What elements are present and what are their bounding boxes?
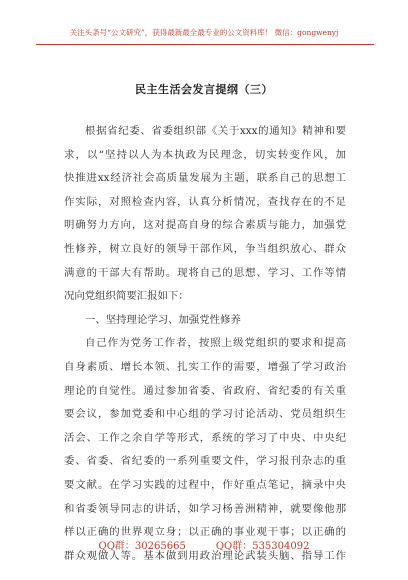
body-line: 群众观做人等。基本做到用政治理论武装头脑、指导工作 [64,549,346,562]
body-line: 满意的干部大有帮助。现将自己的思想、学习、工作等情 [64,266,346,279]
body-line: 求，以“坚持以人为本执政为民理念，切实转变作风，加 [64,148,346,161]
body-line: 要会议，参加党委和中心组的学习讨论活动、党员组织生 [64,408,346,421]
footer-qq-group-1: QQ群：30265665 [98,541,186,552]
body-line: 自己作为党务工作者，按照上级党组织的要求和提高 [85,337,346,350]
footer-contact [0,537,408,552]
body-line: 委、省委、省纪委的一系列重要文件，学习报刊杂志的重 [64,455,346,468]
body-line: 样以正确的世界观立身；以正确的事业观干事；以正确的 [64,526,346,539]
body-line: 况向党组织简要汇报如下： [64,290,189,303]
body-line: 根据省纪委、省委组织部《关于xxx的通知》精神和要 [85,125,346,137]
body-line: 活会、工作之余自学等形式，系统的学习了中央、中央纪 [64,431,346,444]
footer-qq-group-2: QQ群：535304092 [215,541,310,552]
body-line: 理论的自觉性。通过参加省委、省政府、省纪委的有关重 [64,384,346,397]
body-line: 和省委领导同志的讲话，如学习杨善洲精神，就要像他那 [64,502,346,515]
header-divider [36,44,374,45]
body-line: 明确努力方向，这对提高自身的综合素质与能力，加强党 [64,219,346,232]
body-line: 要文献。在学习实践的过程中，作好重点笔记，摘录中央 [64,478,346,491]
body-line: 作实际，对照检查内容，认真分析情况，查找存在的不足 [64,195,346,208]
section-heading: 一、坚持理论学习、加强党性修养 [85,313,241,326]
document-title: 民主生活会发言提纲（三） [135,83,273,96]
header-banner: 关注头条号“公文研究”，获得最新最全最专业的公文资料库！ 微信：gongwenyj [69,28,339,37]
document-body [64,120,346,568]
body-line: 快推进xx经济社会高质量发展为主题，联系自己的思想工 [64,172,346,185]
body-line: 性修养，树立良好的领导干部作风，争当组织放心、群众 [64,242,346,255]
body-line: 自身素质、增长本领、扎实工作的需要，增强了学习政治 [64,360,346,373]
